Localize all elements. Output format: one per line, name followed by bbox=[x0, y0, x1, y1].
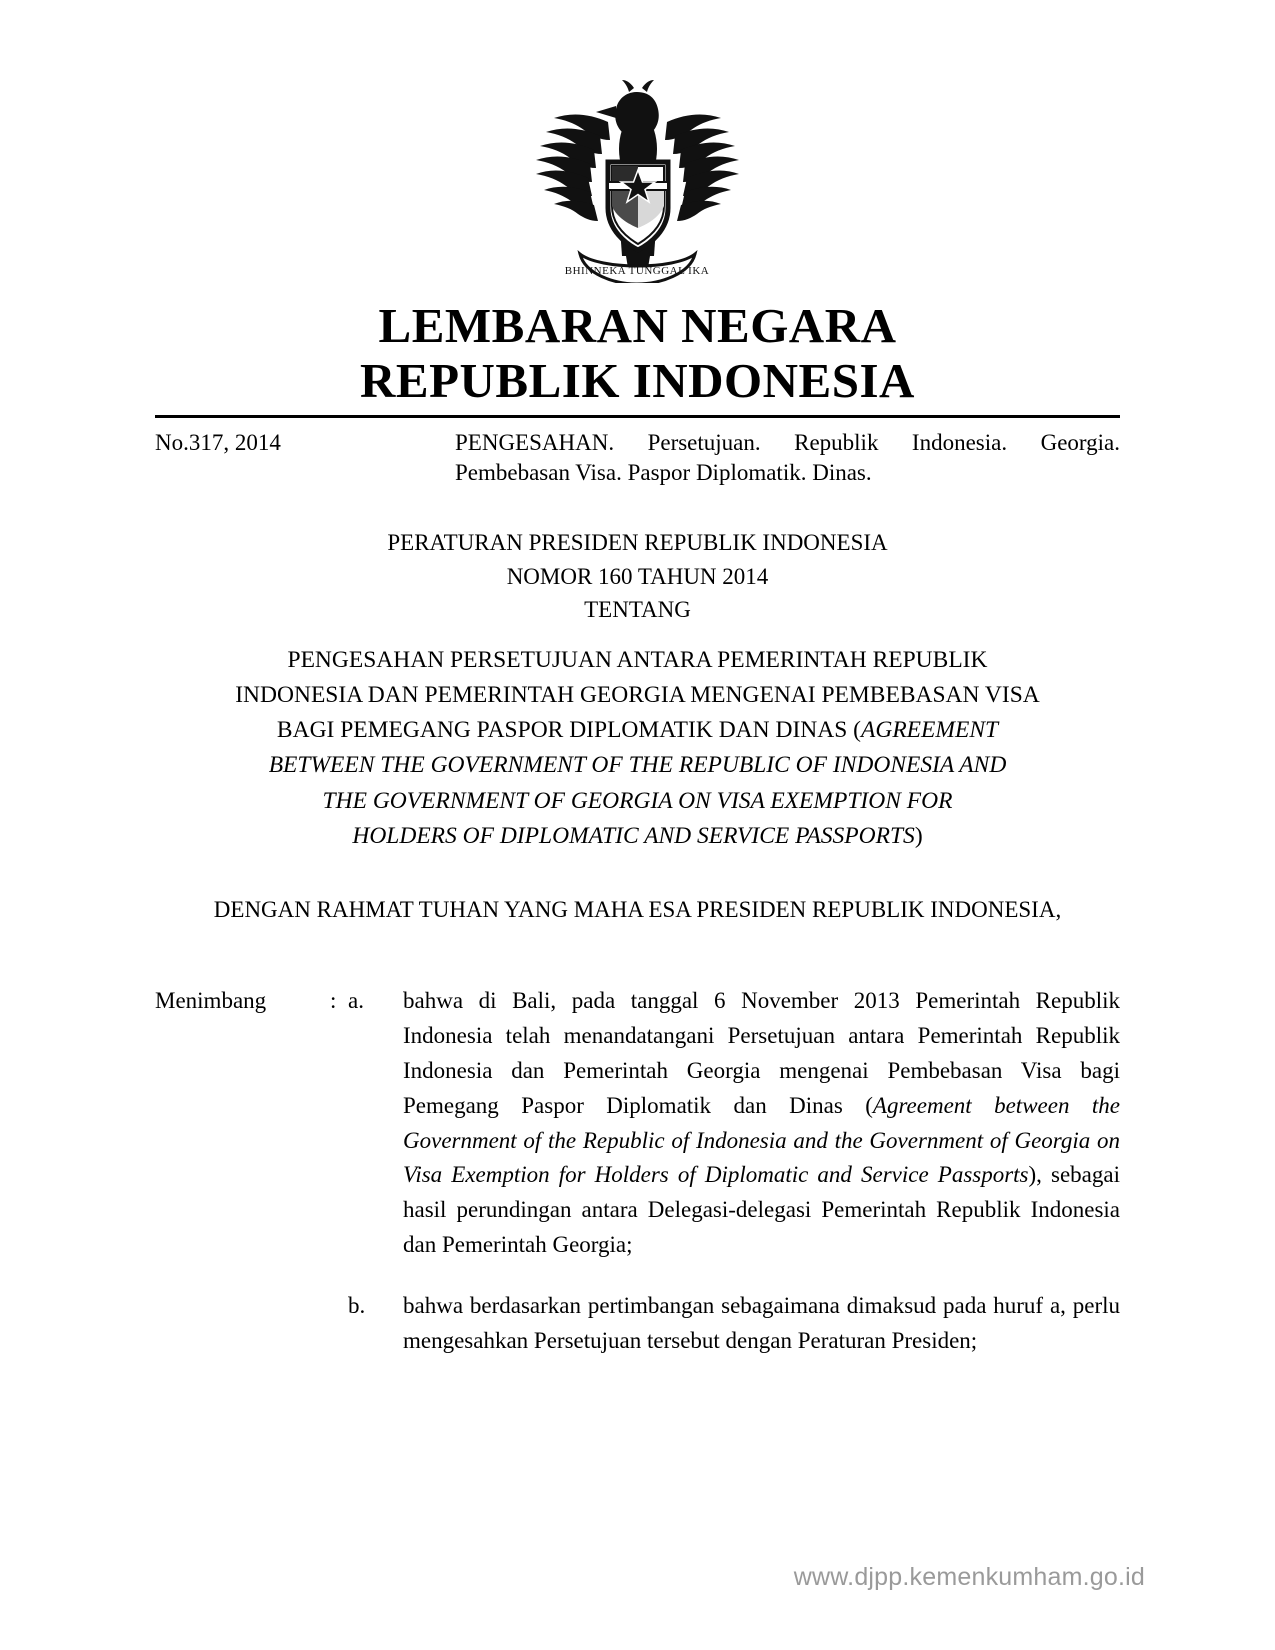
title-main-line-4: BETWEEN THE GOVERNMENT OF THE REPUBLIC OF INDONESIA AND bbox=[268, 752, 1007, 779]
title-main-line-6-italic: HOLDERS OF DIPLOMATIC AND SERVICE PASSPORTS bbox=[352, 822, 915, 849]
title-line-2: NOMOR 160 TAHUN 2014 bbox=[506, 563, 769, 589]
masthead bbox=[155, 299, 1120, 409]
title-main-line-3-italic: AGREEMENT bbox=[861, 717, 999, 743]
considering-section bbox=[155, 984, 1120, 1360]
considering-item-a bbox=[155, 984, 1120, 1264]
enacting-line-1: DENGAN RAHMAT TUHAN YANG MAHA ESA bbox=[213, 897, 691, 922]
garuda-pancasila-emblem bbox=[530, 78, 745, 283]
considering-label: Menimbang bbox=[155, 987, 267, 1013]
considering-text-a-part1: bahwa di Bali, pada tanggal 6 November 2013 Pemerintah Republik Indonesia telah menandatangani Persetujuan antara Pemerintah Republik Indonesia dan Pemerintah Georgia mengenai Pembebasan Visa bagi Pemegang Paspor Diplomatik dan Dinas ( bbox=[403, 987, 1120, 1118]
footer-watermark: www.djpp.kemenkumham.go.id bbox=[793, 1563, 1145, 1591]
considering-text-a bbox=[403, 984, 1120, 1264]
title-main-line-6-paren: ) bbox=[914, 822, 923, 849]
regulation-subject-title bbox=[155, 643, 1120, 855]
gazette-number: No.317, 2014 bbox=[155, 429, 281, 455]
considering-text-b: bahwa berdasarkan pertimbangan sebagaimana dimaksud pada huruf a, perlu mengesahkan Persetujuan tersebut dengan Peraturan Presiden; bbox=[403, 1293, 1120, 1354]
masthead-line-2: REPUBLIK INDONESIA bbox=[360, 352, 915, 408]
considering-colon: : bbox=[330, 987, 337, 1013]
title-line-1: PERATURAN PRESIDEN REPUBLIK INDONESIA bbox=[387, 530, 888, 556]
enacting-clause bbox=[155, 888, 1120, 932]
title-main-line-3-plain: BAGI PEMEGANG PASPOR DIPLOMATIK DAN DINAS ( bbox=[276, 717, 861, 743]
considering-text-a-italic: Agreement between the Government of the Republic of Indonesia and the Government of Georgia on Visa Exemption for Holders of Diplomatic and Service Passports bbox=[403, 1092, 1120, 1188]
title-main-line-3 bbox=[155, 713, 1120, 748]
title-main-line-6 bbox=[155, 819, 1120, 854]
title-main-line-2: INDONESIA DAN PEMERINTAH GEORGIA MENGENAI PEMBEBASAN VISA bbox=[235, 681, 1040, 708]
title-main-line-1: PENGESAHAN PERSETUJUAN ANTARA PEMERINTAH REPUBLIK bbox=[287, 646, 988, 673]
masthead-line-1: LEMBARAN NEGARA bbox=[378, 298, 897, 353]
gazette-subject: PENGESAHAN. Persetujuan. Republik Indonesia. Georgia. Pembebasan Visa. Paspor Diplomatik. Dinas. bbox=[455, 429, 1120, 486]
enacting-line-2: PRESIDEN REPUBLIK INDONESIA, bbox=[696, 897, 1062, 922]
masthead-divider bbox=[155, 415, 1120, 418]
emblem-container bbox=[155, 78, 1120, 293]
regulation-title-block bbox=[155, 526, 1120, 854]
considering-letter-a: a. bbox=[348, 987, 364, 1013]
considering-item-b bbox=[155, 1289, 1120, 1359]
gazette-info-row bbox=[155, 428, 1120, 489]
considering-letter-b: b. bbox=[348, 1293, 366, 1319]
title-main-line-5: THE GOVERNMENT OF GEORGIA ON VISA EXEMPTION FOR bbox=[322, 787, 953, 814]
svg-text:BHINNEKA TUNGGAL IKA: BHINNEKA TUNGGAL IKA bbox=[564, 265, 710, 277]
title-line-3: TENTANG bbox=[584, 597, 691, 623]
considering-text-a-part2: ), sebagai hasil perundingan antara Delegasi-delegasi Pemerintah Republik Indonesia dan Pemerintah Georgia; bbox=[403, 1162, 1120, 1258]
